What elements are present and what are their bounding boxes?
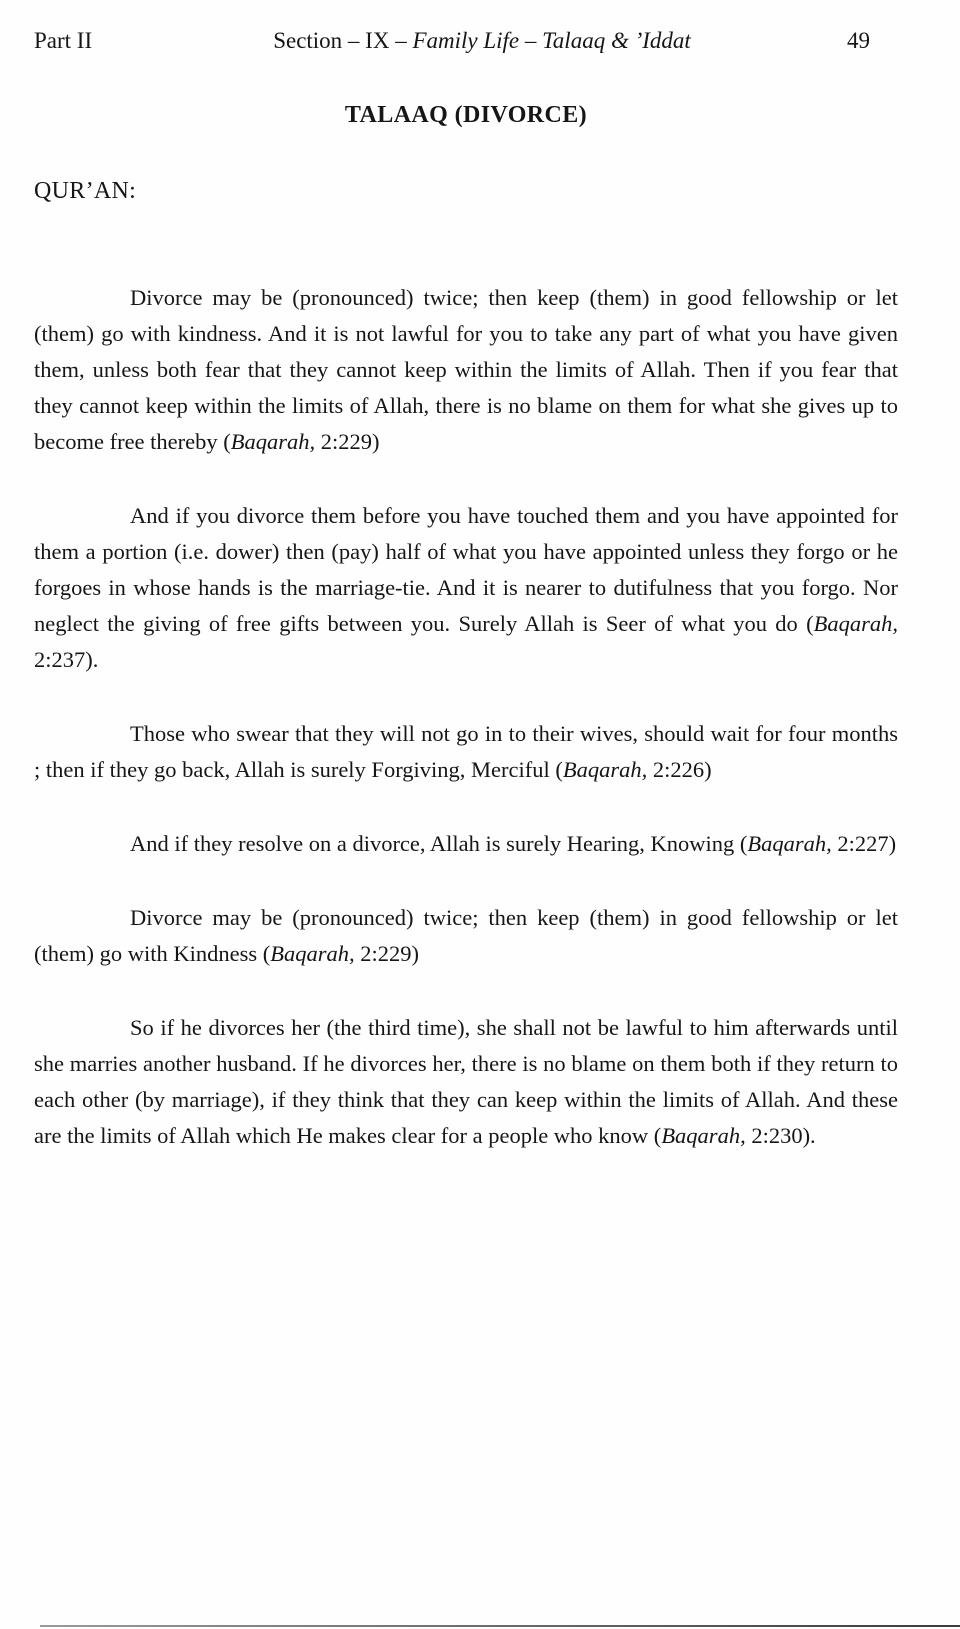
paragraph-text: And if you divorce them before you have touched them and you have appointed for them a portion (i.e. dower) then (pay) half of what you have appointed unless they forgo or he forgoes in whose hands is the marriage-tie. And it is nearer to dutifulness that you forgo. Nor neglect the giving of free gifts between you. Surely Allah is Seer of what you do ( — [34, 503, 898, 636]
citation-source-italic: Baqarah, — [813, 611, 898, 636]
header-section-title — [184, 26, 780, 56]
page-header — [34, 26, 898, 56]
paragraph-text: 2:237). — [34, 647, 99, 672]
citation-source-italic: Baqarah, — [661, 1123, 746, 1148]
paragraph — [34, 1010, 898, 1154]
paragraph-text: 2:227) — [831, 831, 897, 856]
paragraph-text: 2:230). — [745, 1123, 816, 1148]
page-number: 49 — [847, 28, 870, 53]
paragraph — [34, 826, 898, 862]
paragraph-text: Those who swear that they will not go in to their wives, should wait for four months ; then if they go back, Allah is surely Forgiving, Merciful ( — [34, 721, 898, 782]
paragraph-text: Divorce may be (pronounced) twice; then keep (them) in good fellowship or let (them) go with kindness. And it is not lawful for you to take any part of what you have given them, unless both fear that they cannot keep within the limits of Allah. Then if you fear that they cannot keep within the limits of Allah, there is no blame on them for what she gives up to become free thereby ( — [34, 285, 898, 454]
citation-source-italic: Baqarah, — [230, 429, 316, 454]
citation-source-italic: Baqarah, — [562, 757, 648, 782]
paragraph-text: 2:229) — [315, 429, 380, 454]
chapter-title: TALAAQ (DIVORCE) — [344, 102, 588, 128]
body-paragraphs — [34, 280, 898, 1154]
header-part-label: Part II — [34, 28, 93, 53]
section-label-quran: QUR’AN: — [34, 178, 137, 204]
paragraph — [34, 716, 898, 788]
header-section-italic: Family Life – Talaaq & ’Iddat — [412, 28, 691, 53]
citation-source-italic: Baqarah, — [747, 831, 832, 856]
paragraph-text: And if they resolve on a divorce, Allah is surely Hearing, Knowing ( — [130, 831, 748, 856]
paragraph-text: So if he divorces her (the third time), she shall not be lawful to him afterwards until she marries another husband. If he divorces her, there is no blame on them both if they return to each other (by marriage), if they think that they can keep within the limits of Allah. And these are the limits of Allah which He makes clear for a people who know ( — [34, 1015, 898, 1148]
paragraph-text: 2:226) — [647, 757, 712, 782]
paragraph-text: Divorce may be (pronounced) twice; then keep (them) in good fellowship or let (them) go with Kindness ( — [34, 905, 898, 966]
paragraph-text: 2:229) — [354, 941, 419, 966]
citation-source-italic: Baqarah, — [270, 941, 355, 966]
paragraph — [34, 900, 898, 972]
paragraph — [34, 498, 898, 678]
paragraph — [34, 280, 898, 460]
header-section-regular: Section – IX – — [273, 28, 413, 53]
scan-artifact-line — [40, 1625, 960, 1627]
